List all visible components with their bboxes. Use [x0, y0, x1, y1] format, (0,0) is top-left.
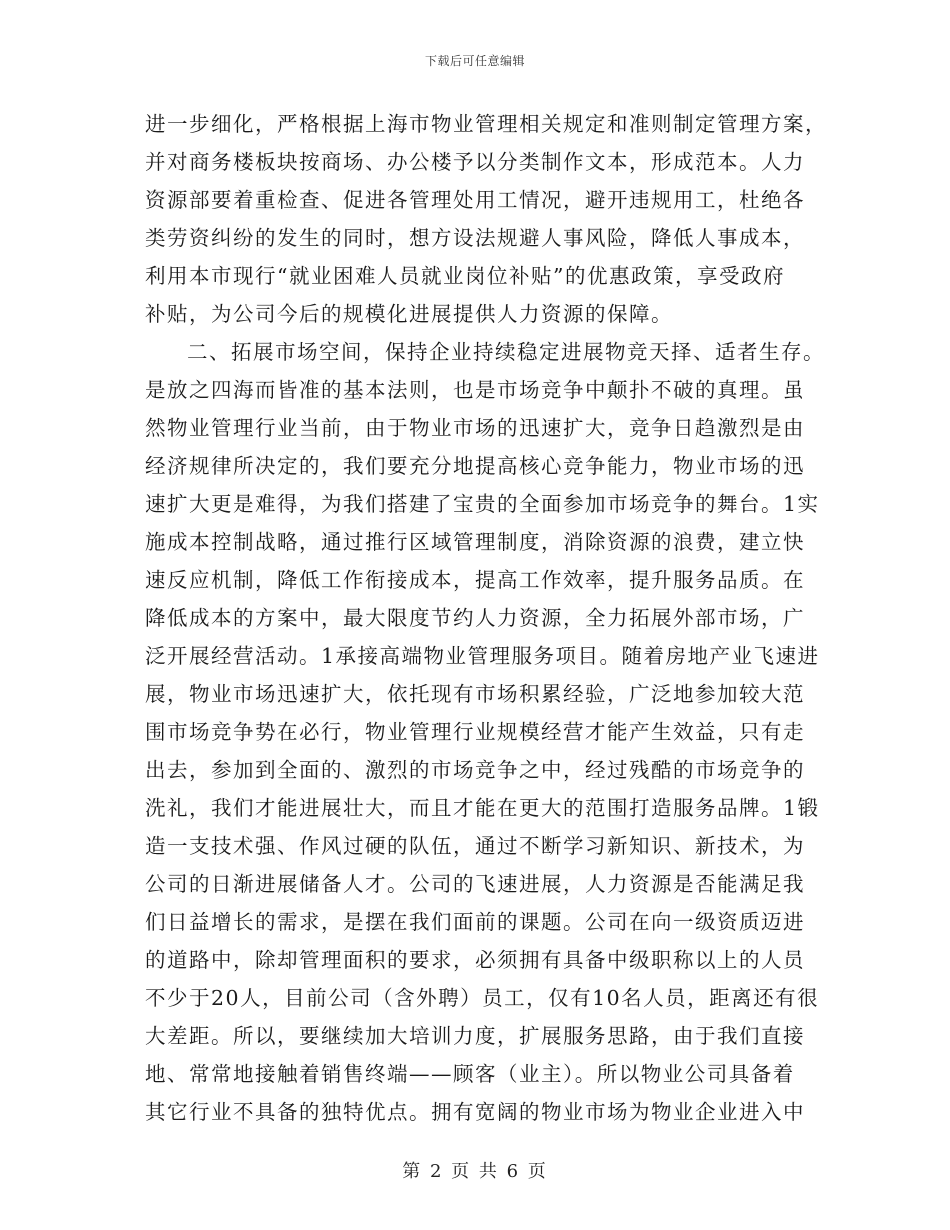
- text-line: 不少于20人，目前公司（含外聘）员工，仅有10名人员，距离还有很: [145, 986, 820, 1010]
- text-line: 降低成本的方案中，最大限度节约人力资源，全力拓展外部市场，广: [145, 606, 805, 630]
- page-header: 下载后可任意编辑: [424, 54, 525, 68]
- text-line: 大差距。所以，要继续加大培训力度，扩展服务思路，由于我们直接: [145, 1024, 805, 1048]
- text-line: 公司的日渐进展储备人才。公司的飞速进展，人力资源是否能满足我: [145, 872, 805, 896]
- text-line: 进一步细化，严格根据上海市物业管理相关规定和准则制定管理方案，: [145, 112, 827, 136]
- text-line: 施成本控制战略，通过推行区域管理制度，消除资源的浪费，建立快: [145, 530, 805, 554]
- text-line: 补贴，为公司今后的规模化进展提供人力资源的保障。: [145, 302, 673, 326]
- text-line: 展，物业市场迅速扩大，依托现有市场积累经验，广泛地参加较大范: [145, 682, 805, 706]
- text-line: 并对商务楼板块按商场、办公楼予以分类制作文本，形成范本。人力: [145, 150, 805, 174]
- text-line: 类劳资纠纷的发生的同时，想方设法规避人事风险，降低人事成本，: [145, 226, 805, 250]
- text-line: 资源部要着重检查、促进各管理处用工情况，避开违规用工，杜绝各: [145, 188, 805, 212]
- text-line: 的道路中，除却管理面积的要求，必须拥有具备中级职称以上的人员: [145, 948, 805, 972]
- text-line: 出去，参加到全面的、激烈的市场竞争之中，经过残酷的市场竞争的: [145, 758, 805, 782]
- text-line: 速反应机制，降低工作衔接成本，提高工作效率，提升服务品质。在: [145, 568, 805, 592]
- text-line: 造一支技术强、作风过硬的队伍，通过不断学习新知识、新技术，为: [145, 834, 805, 858]
- page-number-footer: 第 2 页 共 6 页: [402, 1161, 548, 1182]
- body-text: [145, 105, 827, 1131]
- text-line: 是放之四海而皆准的基本法则，也是市场竞争中颠扑不破的真理。虽: [145, 378, 805, 402]
- section-heading-line: 二、拓展市场空间，保持企业持续稳定进展物竞天择、适者生存。: [187, 340, 825, 364]
- text-line: 其它行业不具备的独特优点。拥有宽阔的物业市场为物业企业进入中: [145, 1100, 805, 1124]
- text-line: 速扩大更是难得，为我们搭建了宝贵的全面参加市场竞争的舞台。1实: [145, 492, 820, 516]
- text-line: 围市场竞争势在必行，物业管理行业规模经营才能产生效益，只有走: [145, 720, 805, 744]
- text-line: 利用本市现行“就业困难人员就业岗位补贴”的优惠政策，享受政府: [145, 264, 785, 288]
- text-line: 然物业管理行业当前，由于物业市场的迅速扩大，竞争日趋激烈是由: [145, 416, 805, 440]
- text-line: 经济规律所决定的，我们要充分地提高核心竞争能力，物业市场的迅: [145, 454, 805, 478]
- text-line: 地、常常地接触着销售终端——顾客（业主）。所以物业公司具备着: [145, 1062, 795, 1086]
- text-line: 泛开展经营活动。1承接高端物业管理服务项目。随着房地产业飞速进: [145, 644, 820, 668]
- text-line: 们日益增长的需求，是摆在我们面前的课题。公司在向一级资质迈进: [145, 910, 805, 934]
- text-line: 洗礼，我们才能进展壮大，而且才能在更大的范围打造服务品牌。1锻: [145, 796, 820, 820]
